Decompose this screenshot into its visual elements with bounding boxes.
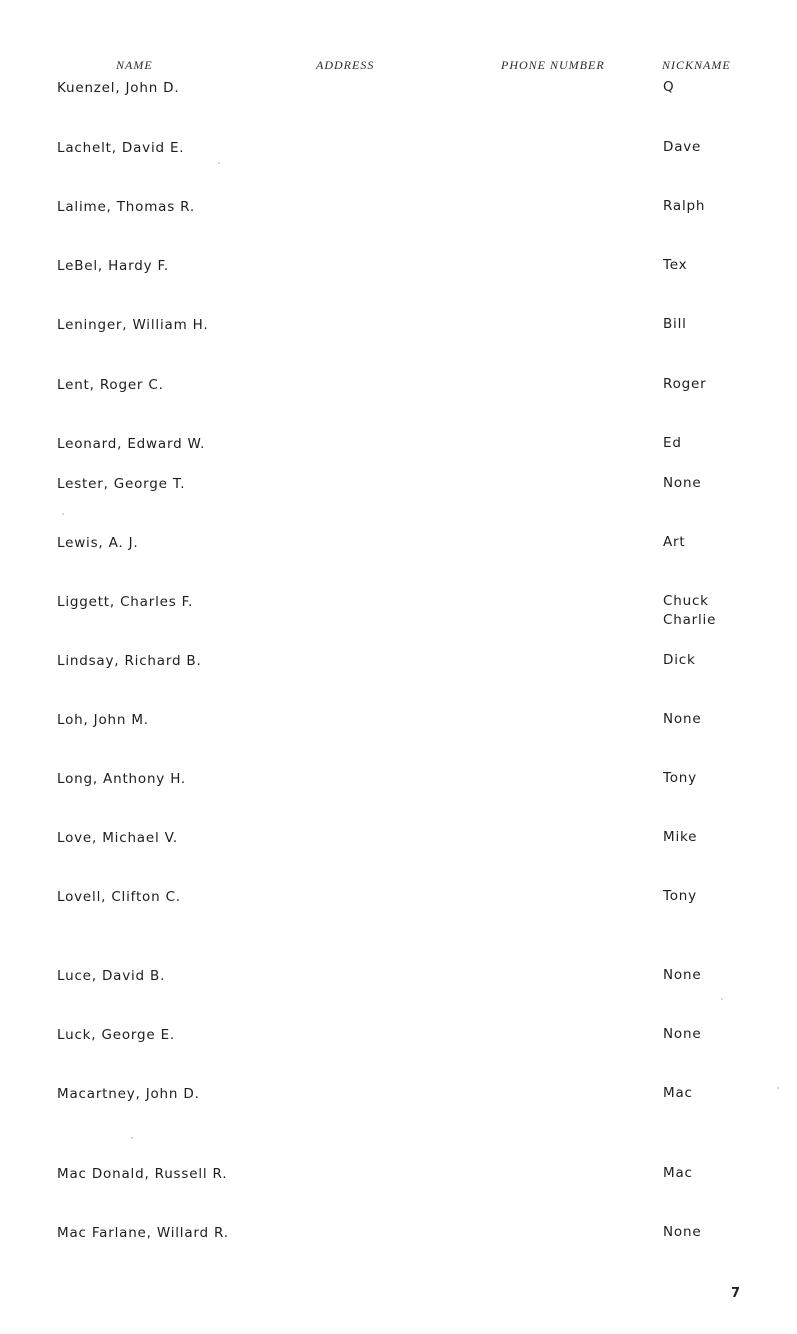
entry-nickname: None xyxy=(663,967,702,983)
directory-entry xyxy=(0,476,797,500)
entry-name: Lachelt, David E. xyxy=(57,140,185,156)
directory-entry xyxy=(0,140,797,164)
entry-nickname: Tony xyxy=(663,888,697,904)
directory-entry xyxy=(0,653,797,677)
entry-name: Lester, George T. xyxy=(57,476,186,492)
paper-speck xyxy=(218,162,220,164)
entry-name: Lindsay, Richard B. xyxy=(57,653,202,669)
column-header-name: NAME xyxy=(116,58,153,72)
entry-nickname: None xyxy=(663,1026,702,1042)
entry-name: Love, Michael V. xyxy=(57,830,179,846)
entry-nickname xyxy=(663,592,716,630)
paper-speck xyxy=(131,1137,133,1139)
entry-nickname: Mike xyxy=(663,829,698,845)
entry-name: Leninger, William H. xyxy=(57,317,209,333)
page-number: 7 xyxy=(731,1286,741,1301)
directory-entry xyxy=(0,712,797,736)
entry-nickname: Mac xyxy=(663,1165,693,1181)
directory-entry xyxy=(0,1086,797,1110)
directory-entry xyxy=(0,594,797,634)
entry-nickname: Art xyxy=(663,534,686,550)
directory-entry xyxy=(0,1166,797,1190)
entry-name: Kuenzel, John D. xyxy=(57,80,180,96)
entry-name: Lewis, A. J. xyxy=(57,535,139,551)
entry-name: Liggett, Charles F. xyxy=(57,594,194,610)
entry-nickname: Tex xyxy=(663,257,688,273)
column-header-phone-number: PHONE NUMBER xyxy=(501,58,605,72)
entry-name: Long, Anthony H. xyxy=(57,771,186,787)
entry-nickname: None xyxy=(663,1224,702,1240)
entry-nickname: Bill xyxy=(663,316,687,332)
directory-entry xyxy=(0,535,797,559)
directory-entry xyxy=(0,1225,797,1249)
column-header-address: ADDRESS xyxy=(316,58,375,72)
entry-nickname-primary: Chuck xyxy=(663,593,709,609)
entry-nickname: Mac xyxy=(663,1085,693,1101)
entry-name: Mac Farlane, Willard R. xyxy=(57,1225,229,1241)
entry-nickname: Dick xyxy=(663,652,696,668)
directory-entry xyxy=(0,1027,797,1051)
entry-name: Leonard, Edward W. xyxy=(57,436,206,452)
entry-name: LeBel, Hardy F. xyxy=(57,258,169,274)
directory-entry xyxy=(0,436,797,460)
entry-name: Lovell, Clifton C. xyxy=(57,889,181,905)
paper-speck xyxy=(721,998,723,1000)
entry-name: Lalime, Thomas R. xyxy=(57,199,195,215)
entry-nickname: Q xyxy=(663,79,675,95)
paper-speck xyxy=(777,1087,779,1089)
entry-nickname-secondary: Charlie xyxy=(663,612,717,628)
entry-name: Luce, David B. xyxy=(57,968,166,984)
entry-nickname: Roger xyxy=(663,376,707,392)
entry-nickname: Ed xyxy=(663,435,682,451)
directory-entry xyxy=(0,377,797,401)
column-header-nickname: NICKNAME xyxy=(662,58,731,72)
directory-entry xyxy=(0,317,797,341)
entry-name: Lent, Roger C. xyxy=(57,377,164,393)
entry-nickname: Dave xyxy=(663,139,702,155)
entry-name: Macartney, John D. xyxy=(57,1086,200,1102)
entry-name: Mac Donald, Russell R. xyxy=(57,1166,228,1182)
directory-entry xyxy=(0,771,797,795)
directory-entry xyxy=(0,889,797,913)
entry-nickname: Tony xyxy=(663,770,697,786)
directory-entry xyxy=(0,968,797,992)
paper-speck xyxy=(62,513,64,515)
entry-nickname: None xyxy=(663,711,702,727)
directory-entry xyxy=(0,830,797,854)
entry-nickname: None xyxy=(663,475,702,491)
entry-name: Loh, John M. xyxy=(57,712,149,728)
directory-entry xyxy=(0,80,797,104)
entry-name: Luck, George E. xyxy=(57,1027,175,1043)
directory-entry xyxy=(0,199,797,223)
directory-entry xyxy=(0,258,797,282)
entry-nickname: Ralph xyxy=(663,198,706,214)
